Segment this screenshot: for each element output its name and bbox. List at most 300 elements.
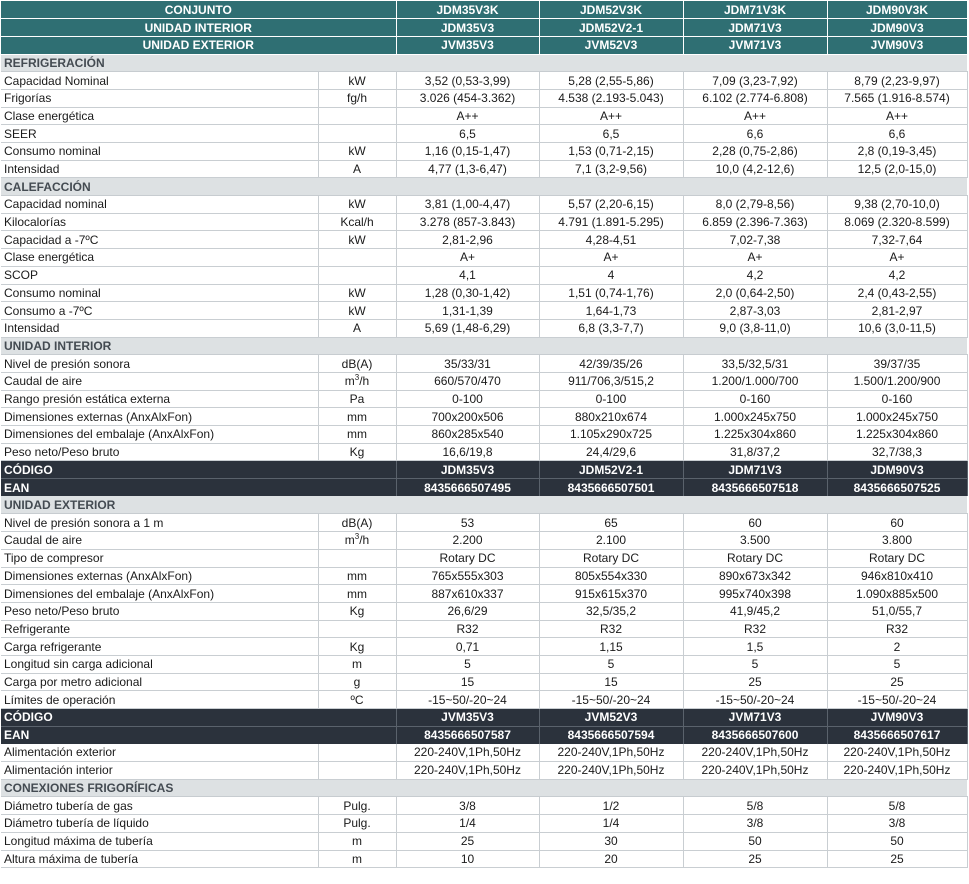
spec-value: 1/4 (539, 815, 683, 833)
section-title: REFRIGERACIÓN (1, 54, 967, 72)
spec-row (1, 443, 967, 461)
spec-value: 50 (827, 832, 967, 850)
spec-value: -15~50/-20~24 (539, 691, 683, 709)
spec-value: 1,51 (0,74-1,76) (539, 284, 683, 302)
unit-base: m (344, 533, 355, 548)
spec-value: 6.102 (2.774-6.808) (683, 89, 827, 107)
spec-row (1, 72, 967, 90)
ean-value: 8435666507594 (539, 726, 683, 744)
spec-value: 32,7/38,3 (827, 443, 967, 461)
spec-value: 1,16 (0,15-1,47) (396, 143, 539, 161)
spec-unit: Pulg. (318, 797, 396, 815)
code-value: JVM71V3 (683, 709, 827, 727)
code-row (1, 461, 967, 479)
spec-label: Rango presión estática externa (1, 390, 318, 408)
spec-row (1, 89, 967, 107)
code-row (1, 709, 967, 727)
spec-value: 0-100 (396, 390, 539, 408)
spec-unit: g (318, 673, 396, 691)
header-model: JDM35V3K (396, 1, 539, 19)
spec-value: 6,6 (827, 125, 967, 143)
spec-unit: Pa (318, 390, 396, 408)
spec-value: 220-240V,1Ph,50Hz (396, 762, 539, 780)
spec-value: A++ (683, 107, 827, 125)
spec-unit: A (318, 160, 396, 178)
spec-label: Límites de operación (1, 691, 318, 709)
spec-value: 33,5/32,5/31 (683, 355, 827, 373)
spec-value: 220-240V,1Ph,50Hz (827, 762, 967, 780)
spec-table-body (1, 1, 967, 868)
spec-value: 7,32-7,64 (827, 231, 967, 249)
spec-value: 50 (683, 832, 827, 850)
spec-value: 6,5 (396, 125, 539, 143)
spec-value: 10 (396, 850, 539, 868)
spec-label: Consumo nominal (1, 143, 318, 161)
spec-row (1, 249, 967, 267)
spec-row (1, 797, 967, 815)
header-model: JDM35V3 (396, 19, 539, 37)
spec-value: 2,28 (0,75-2,86) (683, 143, 827, 161)
spec-value: 31,8/37,2 (683, 443, 827, 461)
spec-value: 8,0 (2,79-8,56) (683, 196, 827, 214)
code-value: JDM52V2-1 (539, 461, 683, 479)
spec-row (1, 213, 967, 231)
spec-value: 1,64-1,73 (539, 302, 683, 320)
header-label: CONJUNTO (1, 1, 396, 19)
ean-value: 8435666507600 (683, 726, 827, 744)
spec-value: 20 (539, 850, 683, 868)
unit-superscript: 3 (354, 373, 360, 383)
spec-label: Consumo nominal (1, 284, 318, 302)
spec-value: 51,0/55,7 (827, 602, 967, 620)
code-value: JVM90V3 (827, 709, 967, 727)
spec-value: 7,1 (3,2-9,56) (539, 160, 683, 178)
spec-value: R32 (396, 620, 539, 638)
header-model: JVM71V3 (683, 36, 827, 54)
spec-value: 860x285x540 (396, 426, 539, 444)
spec-value: 10,0 (4,2-12,6) (683, 160, 827, 178)
spec-row (1, 160, 967, 178)
spec-value: -15~50/-20~24 (827, 691, 967, 709)
spec-label: Alimentación exterior (1, 744, 318, 762)
spec-value: 39/37/35 (827, 355, 967, 373)
spec-value: R32 (683, 620, 827, 638)
spec-value: 2,81-2,97 (827, 302, 967, 320)
section-header (1, 337, 967, 355)
spec-value: A+ (539, 249, 683, 267)
spec-unit (318, 107, 396, 125)
spec-value: 5,57 (2,20-6,15) (539, 196, 683, 214)
spec-row (1, 549, 967, 567)
spec-value: 6.859 (2.396-7.363) (683, 213, 827, 231)
spec-value: 25 (683, 673, 827, 691)
spec-value: 3.500 (683, 532, 827, 550)
spec-value: 2,87-3,03 (683, 302, 827, 320)
spec-value: 26,6/29 (396, 602, 539, 620)
spec-value: 887x610x337 (396, 585, 539, 603)
spec-row (1, 125, 967, 143)
header-row (1, 1, 967, 19)
spec-value: A+ (396, 249, 539, 267)
spec-value: -15~50/-20~24 (683, 691, 827, 709)
code-label: CÓDIGO (1, 709, 396, 727)
spec-unit: m (318, 850, 396, 868)
spec-row (1, 319, 967, 337)
spec-value: 6,6 (683, 125, 827, 143)
header-label: UNIDAD INTERIOR (1, 19, 396, 37)
spec-unit: mm (318, 567, 396, 585)
spec-label: Dimensiones externas (AnxAlxFon) (1, 408, 318, 426)
spec-value: 700x200x506 (396, 408, 539, 426)
spec-value: 3.800 (827, 532, 967, 550)
spec-row (1, 266, 967, 284)
spec-label: Capacidad nominal (1, 196, 318, 214)
spec-label: Intensidad (1, 319, 318, 337)
spec-value: 0-160 (683, 390, 827, 408)
unit-rest: /h (359, 374, 370, 389)
code-value: JVM35V3 (396, 709, 539, 727)
spec-value: 25 (827, 850, 967, 868)
code-value: JDM35V3 (396, 461, 539, 479)
spec-value: 1,15 (539, 638, 683, 656)
ean-value: 8435666507495 (396, 479, 539, 497)
spec-value: 25 (827, 673, 967, 691)
code-label: CÓDIGO (1, 461, 396, 479)
spec-value: R32 (539, 620, 683, 638)
spec-value: A++ (539, 107, 683, 125)
spec-value: 3,52 (0,53-3,99) (396, 72, 539, 90)
header-label: UNIDAD EXTERIOR (1, 36, 396, 54)
spec-value: R32 (827, 620, 967, 638)
ean-value: 8435666507501 (539, 479, 683, 497)
spec-value: 42/39/35/26 (539, 355, 683, 373)
spec-value: 5,28 (2,55-5,86) (539, 72, 683, 90)
spec-unit: kW (318, 231, 396, 249)
spec-unit: kW (318, 284, 396, 302)
spec-label: Peso neto/Peso bruto (1, 602, 318, 620)
spec-value: 5 (396, 655, 539, 673)
section-title: UNIDAD INTERIOR (1, 337, 967, 355)
spec-value: 4.791 (1.891-5.295) (539, 213, 683, 231)
spec-row (1, 107, 967, 125)
spec-label: Frigorías (1, 89, 318, 107)
section-header (1, 496, 967, 514)
spec-unit: kW (318, 302, 396, 320)
spec-row (1, 372, 967, 390)
spec-label: Caudal de aire (1, 372, 318, 390)
section-title: CONEXIONES FRIGORÍFICAS (1, 779, 967, 797)
spec-row (1, 762, 967, 780)
spec-value: 7,09 (3,23-7,92) (683, 72, 827, 90)
spec-label: Dimensiones externas (AnxAlxFon) (1, 567, 318, 585)
spec-value: 1.500/1.200/900 (827, 372, 967, 390)
spec-label: Diámetro tubería de líquido (1, 815, 318, 833)
header-model: JVM90V3 (827, 36, 967, 54)
ean-label: EAN (1, 479, 396, 497)
spec-unit: Kg (318, 443, 396, 461)
spec-value: 1,31-1,39 (396, 302, 539, 320)
spec-value: 220-240V,1Ph,50Hz (827, 744, 967, 762)
spec-value: A+ (827, 249, 967, 267)
spec-row (1, 284, 967, 302)
spec-value: 890x673x342 (683, 567, 827, 585)
spec-unit (318, 744, 396, 762)
spec-label: Nivel de presión sonora a 1 m (1, 514, 318, 532)
spec-label: Capacidad Nominal (1, 72, 318, 90)
spec-label: Clase energética (1, 249, 318, 267)
spec-value: 2,0 (0,64-2,50) (683, 284, 827, 302)
spec-value: -15~50/-20~24 (396, 691, 539, 709)
spec-value: 30 (539, 832, 683, 850)
spec-value: 4,2 (683, 266, 827, 284)
spec-unit: kW (318, 72, 396, 90)
spec-value: 220-240V,1Ph,50Hz (683, 762, 827, 780)
spec-label: Tipo de compresor (1, 549, 318, 567)
spec-value: 220-240V,1Ph,50Hz (396, 744, 539, 762)
spec-unit: dB(A) (318, 355, 396, 373)
spec-label: Carga por metro adicional (1, 673, 318, 691)
spec-value: 1,5 (683, 638, 827, 656)
spec-value: 5,69 (1,48-6,29) (396, 319, 539, 337)
spec-value: 1.000x245x750 (683, 408, 827, 426)
header-model: JVM52V3 (539, 36, 683, 54)
spec-row (1, 426, 967, 444)
spec-value: 7.565 (1.916-8.574) (827, 89, 967, 107)
spec-value: 0,71 (396, 638, 539, 656)
spec-unit: A (318, 319, 396, 337)
header-row (1, 19, 967, 37)
spec-value: 1/2 (539, 797, 683, 815)
spec-value: 1.225x304x860 (827, 426, 967, 444)
spec-label: SEER (1, 125, 318, 143)
spec-label: Capacidad a -7ºC (1, 231, 318, 249)
spec-value: A+ (683, 249, 827, 267)
spec-value: 3/8 (396, 797, 539, 815)
spec-unit: kW (318, 196, 396, 214)
spec-value: 3.278 (857-3.843) (396, 213, 539, 231)
unit-rest: /h (359, 533, 370, 548)
spec-unit: ºC (318, 691, 396, 709)
spec-value: A++ (396, 107, 539, 125)
spec-value: 5 (827, 655, 967, 673)
spec-unit (318, 249, 396, 267)
section-title: CALEFACCIÓN (1, 178, 967, 196)
spec-value: 6,8 (3,3-7,7) (539, 319, 683, 337)
spec-label: Altura máxima de tubería (1, 850, 318, 868)
spec-unit: mm (318, 408, 396, 426)
spec-value: 60 (683, 514, 827, 532)
spec-row (1, 585, 967, 603)
spec-label: Longitud máxima de tubería (1, 832, 318, 850)
spec-label: Kilocalorías (1, 213, 318, 231)
spec-value: 7,02-7,38 (683, 231, 827, 249)
spec-value: 1,28 (0,30-1,42) (396, 284, 539, 302)
spec-unit: m (318, 655, 396, 673)
spec-value: 5/8 (683, 797, 827, 815)
spec-unit: Kg (318, 638, 396, 656)
section-header (1, 178, 967, 196)
spec-label: SCOP (1, 266, 318, 284)
section-title: UNIDAD EXTERIOR (1, 496, 967, 514)
spec-label: Diámetro tubería de gas (1, 797, 318, 815)
spec-value: Rotary DC (396, 549, 539, 567)
spec-value: 3/8 (683, 815, 827, 833)
spec-value: 2,81-2,96 (396, 231, 539, 249)
spec-label: Longitud sin carga adicional (1, 655, 318, 673)
spec-unit: kW (318, 143, 396, 161)
code-value: JDM90V3 (827, 461, 967, 479)
ean-value: 8435666507525 (827, 479, 967, 497)
spec-value: 220-240V,1Ph,50Hz (539, 744, 683, 762)
header-model: JDM71V3 (683, 19, 827, 37)
spec-row (1, 850, 967, 868)
spec-value: 3.026 (454-3.362) (396, 89, 539, 107)
spec-value: 4 (539, 266, 683, 284)
spec-label: Caudal de aire (1, 532, 318, 550)
spec-value: 25 (683, 850, 827, 868)
spec-value: 2.100 (539, 532, 683, 550)
spec-value: 5 (539, 655, 683, 673)
unit-base: m (344, 374, 355, 389)
spec-table (1, 1, 968, 868)
code-value: JVM52V3 (539, 709, 683, 727)
spec-row (1, 673, 967, 691)
spec-row (1, 408, 967, 426)
spec-row (1, 302, 967, 320)
spec-value: 12,5 (2,0-15,0) (827, 160, 967, 178)
spec-value: 2 (827, 638, 967, 656)
spec-value: 4,2 (827, 266, 967, 284)
spec-unit: mm (318, 585, 396, 603)
spec-row (1, 655, 967, 673)
spec-unit: Kcal/h (318, 213, 396, 231)
code-value: JDM71V3 (683, 461, 827, 479)
spec-unit (318, 549, 396, 567)
header-model: JDM52V2-1 (539, 19, 683, 37)
spec-label: Intensidad (1, 160, 318, 178)
spec-value: A++ (827, 107, 967, 125)
spec-row (1, 602, 967, 620)
spec-value: 0-100 (539, 390, 683, 408)
spec-value: 41,9/45,2 (683, 602, 827, 620)
spec-row (1, 638, 967, 656)
spec-value: 1/4 (396, 815, 539, 833)
header-model: JDM71V3K (683, 1, 827, 19)
spec-label: Refrigerante (1, 620, 318, 638)
ean-row (1, 479, 967, 497)
spec-value: 805x554x330 (539, 567, 683, 585)
spec-row (1, 355, 967, 373)
spec-unit (318, 532, 396, 550)
spec-value: 880x210x674 (539, 408, 683, 426)
ean-value: 8435666507587 (396, 726, 539, 744)
spec-value: 4,28-4,51 (539, 231, 683, 249)
header-model: JDM52V3K (539, 1, 683, 19)
spec-value: 1.090x885x500 (827, 585, 967, 603)
spec-row (1, 514, 967, 532)
spec-value: 65 (539, 514, 683, 532)
spec-row (1, 143, 967, 161)
spec-value: 53 (396, 514, 539, 532)
header-model: JDM90V3K (827, 1, 967, 19)
spec-value: 3,81 (1,00-4,47) (396, 196, 539, 214)
spec-row (1, 744, 967, 762)
spec-value: 1.200/1.000/700 (683, 372, 827, 390)
spec-unit (318, 620, 396, 638)
header-model: JDM90V3 (827, 19, 967, 37)
spec-row (1, 567, 967, 585)
spec-unit: dB(A) (318, 514, 396, 532)
header-row (1, 36, 967, 54)
spec-value: 4,1 (396, 266, 539, 284)
spec-value: 15 (396, 673, 539, 691)
spec-label: Consumo a -7ºC (1, 302, 318, 320)
spec-label: Dimensiones del embalaje (AnxAlxFon) (1, 426, 318, 444)
ean-label: EAN (1, 726, 396, 744)
spec-value: 4,77 (1,3-6,47) (396, 160, 539, 178)
spec-value: 35/33/31 (396, 355, 539, 373)
spec-value: 3/8 (827, 815, 967, 833)
spec-row (1, 231, 967, 249)
spec-value: 2.200 (396, 532, 539, 550)
spec-row (1, 815, 967, 833)
spec-value: 6,5 (539, 125, 683, 143)
section-header (1, 54, 967, 72)
spec-label: Carga refrigerante (1, 638, 318, 656)
spec-value: 8.069 (2.320-8.599) (827, 213, 967, 231)
spec-row (1, 390, 967, 408)
spec-value: 946x810x410 (827, 567, 967, 585)
spec-row (1, 532, 967, 550)
spec-value: 660/570/470 (396, 372, 539, 390)
spec-label: Dimensiones del embalaje (AnxAlxFon) (1, 585, 318, 603)
section-header (1, 779, 967, 797)
spec-value: 8,79 (2,23-9,97) (827, 72, 967, 90)
ean-value: 8435666507617 (827, 726, 967, 744)
spec-label: Peso neto/Peso bruto (1, 443, 318, 461)
spec-value: 5 (683, 655, 827, 673)
spec-value: 1.105x290x725 (539, 426, 683, 444)
spec-value: 911/706,3/515,2 (539, 372, 683, 390)
spec-value: Rotary DC (827, 549, 967, 567)
spec-value: Rotary DC (539, 549, 683, 567)
spec-row (1, 691, 967, 709)
spec-value: 25 (396, 832, 539, 850)
spec-value: 2,8 (0,19-3,45) (827, 143, 967, 161)
spec-value: Rotary DC (683, 549, 827, 567)
spec-value: 915x615x370 (539, 585, 683, 603)
spec-value: 16,6/19,8 (396, 443, 539, 461)
spec-value: 10,6 (3,0-11,5) (827, 319, 967, 337)
spec-value: 1.225x304x860 (683, 426, 827, 444)
spec-unit (318, 125, 396, 143)
ean-row (1, 726, 967, 744)
spec-value: 60 (827, 514, 967, 532)
spec-label: Nivel de presión sonora (1, 355, 318, 373)
spec-value: 4.538 (2.193-5.043) (539, 89, 683, 107)
spec-unit: Pulg. (318, 815, 396, 833)
spec-unit (318, 372, 396, 390)
spec-unit: fg/h (318, 89, 396, 107)
spec-label: Clase energética (1, 107, 318, 125)
spec-value: 9,38 (2,70-10,0) (827, 196, 967, 214)
spec-value: 24,4/29,6 (539, 443, 683, 461)
header-model: JVM35V3 (396, 36, 539, 54)
spec-unit (318, 762, 396, 780)
spec-value: 995x740x398 (683, 585, 827, 603)
spec-value: 220-240V,1Ph,50Hz (683, 744, 827, 762)
spec-value: 9,0 (3,8-11,0) (683, 319, 827, 337)
